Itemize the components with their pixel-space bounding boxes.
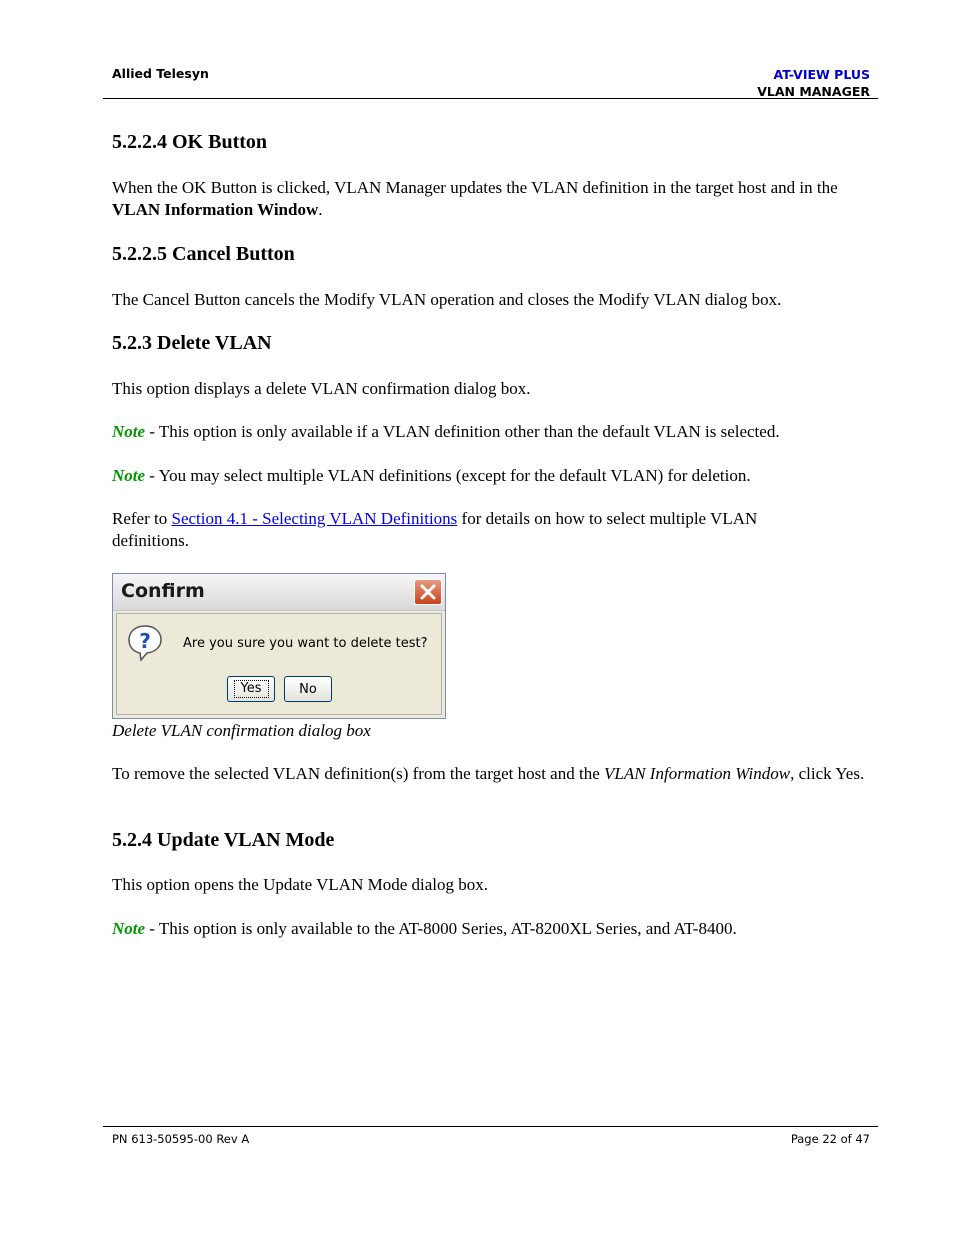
header-product-line1: AT-VIEW PLUS: [773, 67, 870, 82]
no-button[interactable]: [284, 676, 332, 702]
update-note-text: - This option is only available to the AT-8000 Series, AT-8200XL Series, and AT-8400.: [145, 919, 737, 938]
note-label: Note: [112, 422, 146, 441]
confirm-dialog: [112, 573, 446, 719]
dialog-message: Are you sure you want to delete test?: [183, 636, 428, 651]
header-product: [757, 66, 870, 100]
remove-italic-text: VLAN Information Window: [604, 764, 791, 783]
ok-button-text: When the OK Button is clicked, VLAN Manager updates the VLAN definition in the target host and in the: [112, 178, 838, 197]
heading-delete-vlan: 5.2.3 Delete VLAN: [112, 332, 272, 354]
yes-button-label: Yes: [234, 680, 269, 698]
heading-cancel-button: 5.2.2.5 Cancel Button: [112, 243, 295, 265]
refer-paragraph: [112, 508, 832, 552]
delete-vlan-paragraph: This option displays a delete VLAN confirmation dialog box.: [112, 379, 531, 398]
ok-button-bold-text: VLAN Information Window: [112, 200, 319, 219]
header-product-line2: VLAN MANAGER: [757, 84, 870, 99]
dialog-body: [116, 613, 442, 715]
remove-text-end: , click Yes.: [790, 764, 865, 783]
header-divider: [103, 98, 878, 99]
heading-update-vlan-mode: 5.2.4 Update VLAN Mode: [112, 829, 335, 851]
svg-text:?: ?: [139, 629, 151, 653]
ok-button-paragraph: [112, 177, 872, 221]
footer-part-number: PN 613-50595-00 Rev A: [112, 1132, 250, 1146]
no-button-label: No: [299, 681, 317, 697]
refer-text: Refer to: [112, 509, 172, 528]
cancel-button-paragraph: The Cancel Button cancels the Modify VLAN operation and closes the Modify VLAN dialog box.: [112, 290, 782, 309]
heading-ok-button: 5.2.2.4 OK Button: [112, 131, 268, 153]
header-company: Allied Telesyn: [112, 66, 209, 81]
ok-button-text-end: .: [318, 200, 323, 219]
close-icon: [415, 580, 441, 604]
note2-text: - You may select multiple VLAN definitions (except for the default VLAN) for deletion.: [145, 466, 751, 485]
refer-text-end: for details on how to select multiple VLAN definitions.: [112, 509, 758, 550]
note1-text: - This option is only available if a VLAN definition other than the default VLAN is selected.: [145, 422, 780, 441]
remove-paragraph: [112, 763, 872, 785]
update-vlan-mode-paragraph: This option opens the Update VLAN Mode dialog box.: [112, 875, 489, 894]
dialog-title-bar: [113, 574, 445, 611]
footer-divider: [103, 1126, 878, 1127]
delete-vlan-note1: [112, 421, 872, 443]
remove-text: To remove the selected VLAN definition(s) from the target host and the: [112, 764, 604, 783]
section-4-1-link[interactable]: Section 4.1 - Selecting VLAN Definitions: [171, 509, 458, 528]
delete-vlan-note2: [112, 465, 872, 487]
update-vlan-mode-note: [112, 918, 872, 940]
note-label: Note: [112, 919, 146, 938]
question-icon: [127, 624, 163, 662]
dialog-caption: Delete VLAN confirmation dialog box: [112, 721, 371, 740]
footer-page-number: Page 22 of 47: [790, 1132, 870, 1146]
note-label: Note: [112, 466, 146, 485]
dialog-title: Confirm: [121, 580, 205, 602]
yes-button[interactable]: [227, 676, 275, 702]
dialog-close-button[interactable]: [414, 579, 442, 605]
